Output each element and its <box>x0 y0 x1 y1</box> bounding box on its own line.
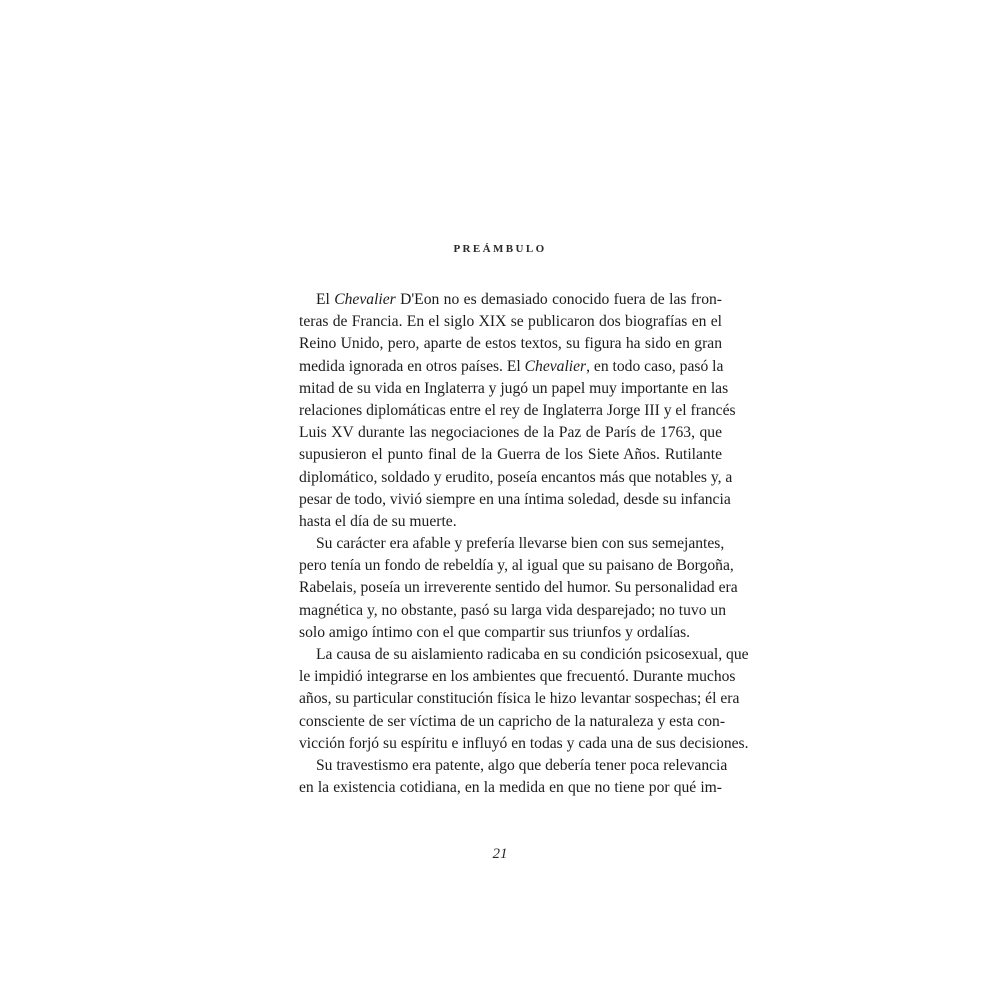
text-line: pero tenía un fondo de rebeldía y, al igual que su paisano de Borgoña, <box>299 557 734 575</box>
text-line: relaciones diplomáticas entre el rey de Inglaterra Jorge III y el francés <box>299 401 736 419</box>
text-line: Su carácter era afable y prefería llevarse bien con sus semejantes, <box>316 535 725 553</box>
paragraph <box>299 755 728 799</box>
text-line: magnética y, no obstante, pasó su larga vida desparejado; no tuvo un <box>299 601 726 619</box>
text-line: hasta el día de su muerte. <box>299 512 457 530</box>
text-line: años, su particular constitución física le hizo levantar sospechas; él era <box>299 690 740 708</box>
text-line: El Chevalier D'Eon no es demasiado conocido fuera de las fron- <box>316 291 722 308</box>
text-line: teras de Francia. En el siglo XIX se publicaron dos biografías en el <box>299 313 722 331</box>
page-number: 21 <box>492 846 508 862</box>
text-line: solo amigo íntimo con el que compartir sus triunfos y ordalías. <box>299 623 691 641</box>
chapter-heading: PREÁMBULO <box>453 243 547 255</box>
text-line: La causa de su aislamiento radicaba en su condición psicosexual, que <box>316 646 749 663</box>
body-text <box>299 289 749 799</box>
text-line: mitad de su vida en Inglaterra y jugó un papel muy importante en las <box>299 379 729 397</box>
text-line: pesar de todo, vivió siempre en una íntima soledad, desde su infancia <box>299 490 731 508</box>
text-line: medida ignorada en otros países. El Chevalier, en todo caso, pasó la <box>299 357 724 375</box>
text-line: le impidió integrarse en los ambientes que frecuentó. Durante muchos <box>299 668 736 686</box>
text-line: Reino Unido, pero, aparte de estos textos, su figura ha sido en gran <box>299 335 722 353</box>
italic-term: Chevalier <box>524 357 587 375</box>
italic-term: Chevalier <box>334 291 396 308</box>
text-line: en la existencia cotidiana, en la medida en que no tiene por qué im- <box>299 779 722 797</box>
text-line: vicción forjó su espíritu e influyó en todas y cada una de sus decisiones. <box>299 734 749 752</box>
paragraph <box>299 289 736 533</box>
paragraph <box>299 644 749 755</box>
text-line: Su travestismo era patente, algo que debería tener poca relevancia <box>316 756 728 774</box>
text-line: Luis XV durante las negociaciones de la Paz de París de 1763, que <box>299 424 722 442</box>
text-line: supusieron el punto final de la Guerra de los Siete Años. Rutilante <box>299 446 722 464</box>
text-line: consciente de ser víctima de un capricho de la naturaleza y esta con- <box>299 712 726 730</box>
paragraph <box>299 533 738 644</box>
text-line: diplomático, soldado y erudito, poseía encantos más que notables y, a <box>299 468 733 486</box>
text-line: Rabelais, poseía un irreverente sentido del humor. Su personalidad era <box>299 579 738 597</box>
